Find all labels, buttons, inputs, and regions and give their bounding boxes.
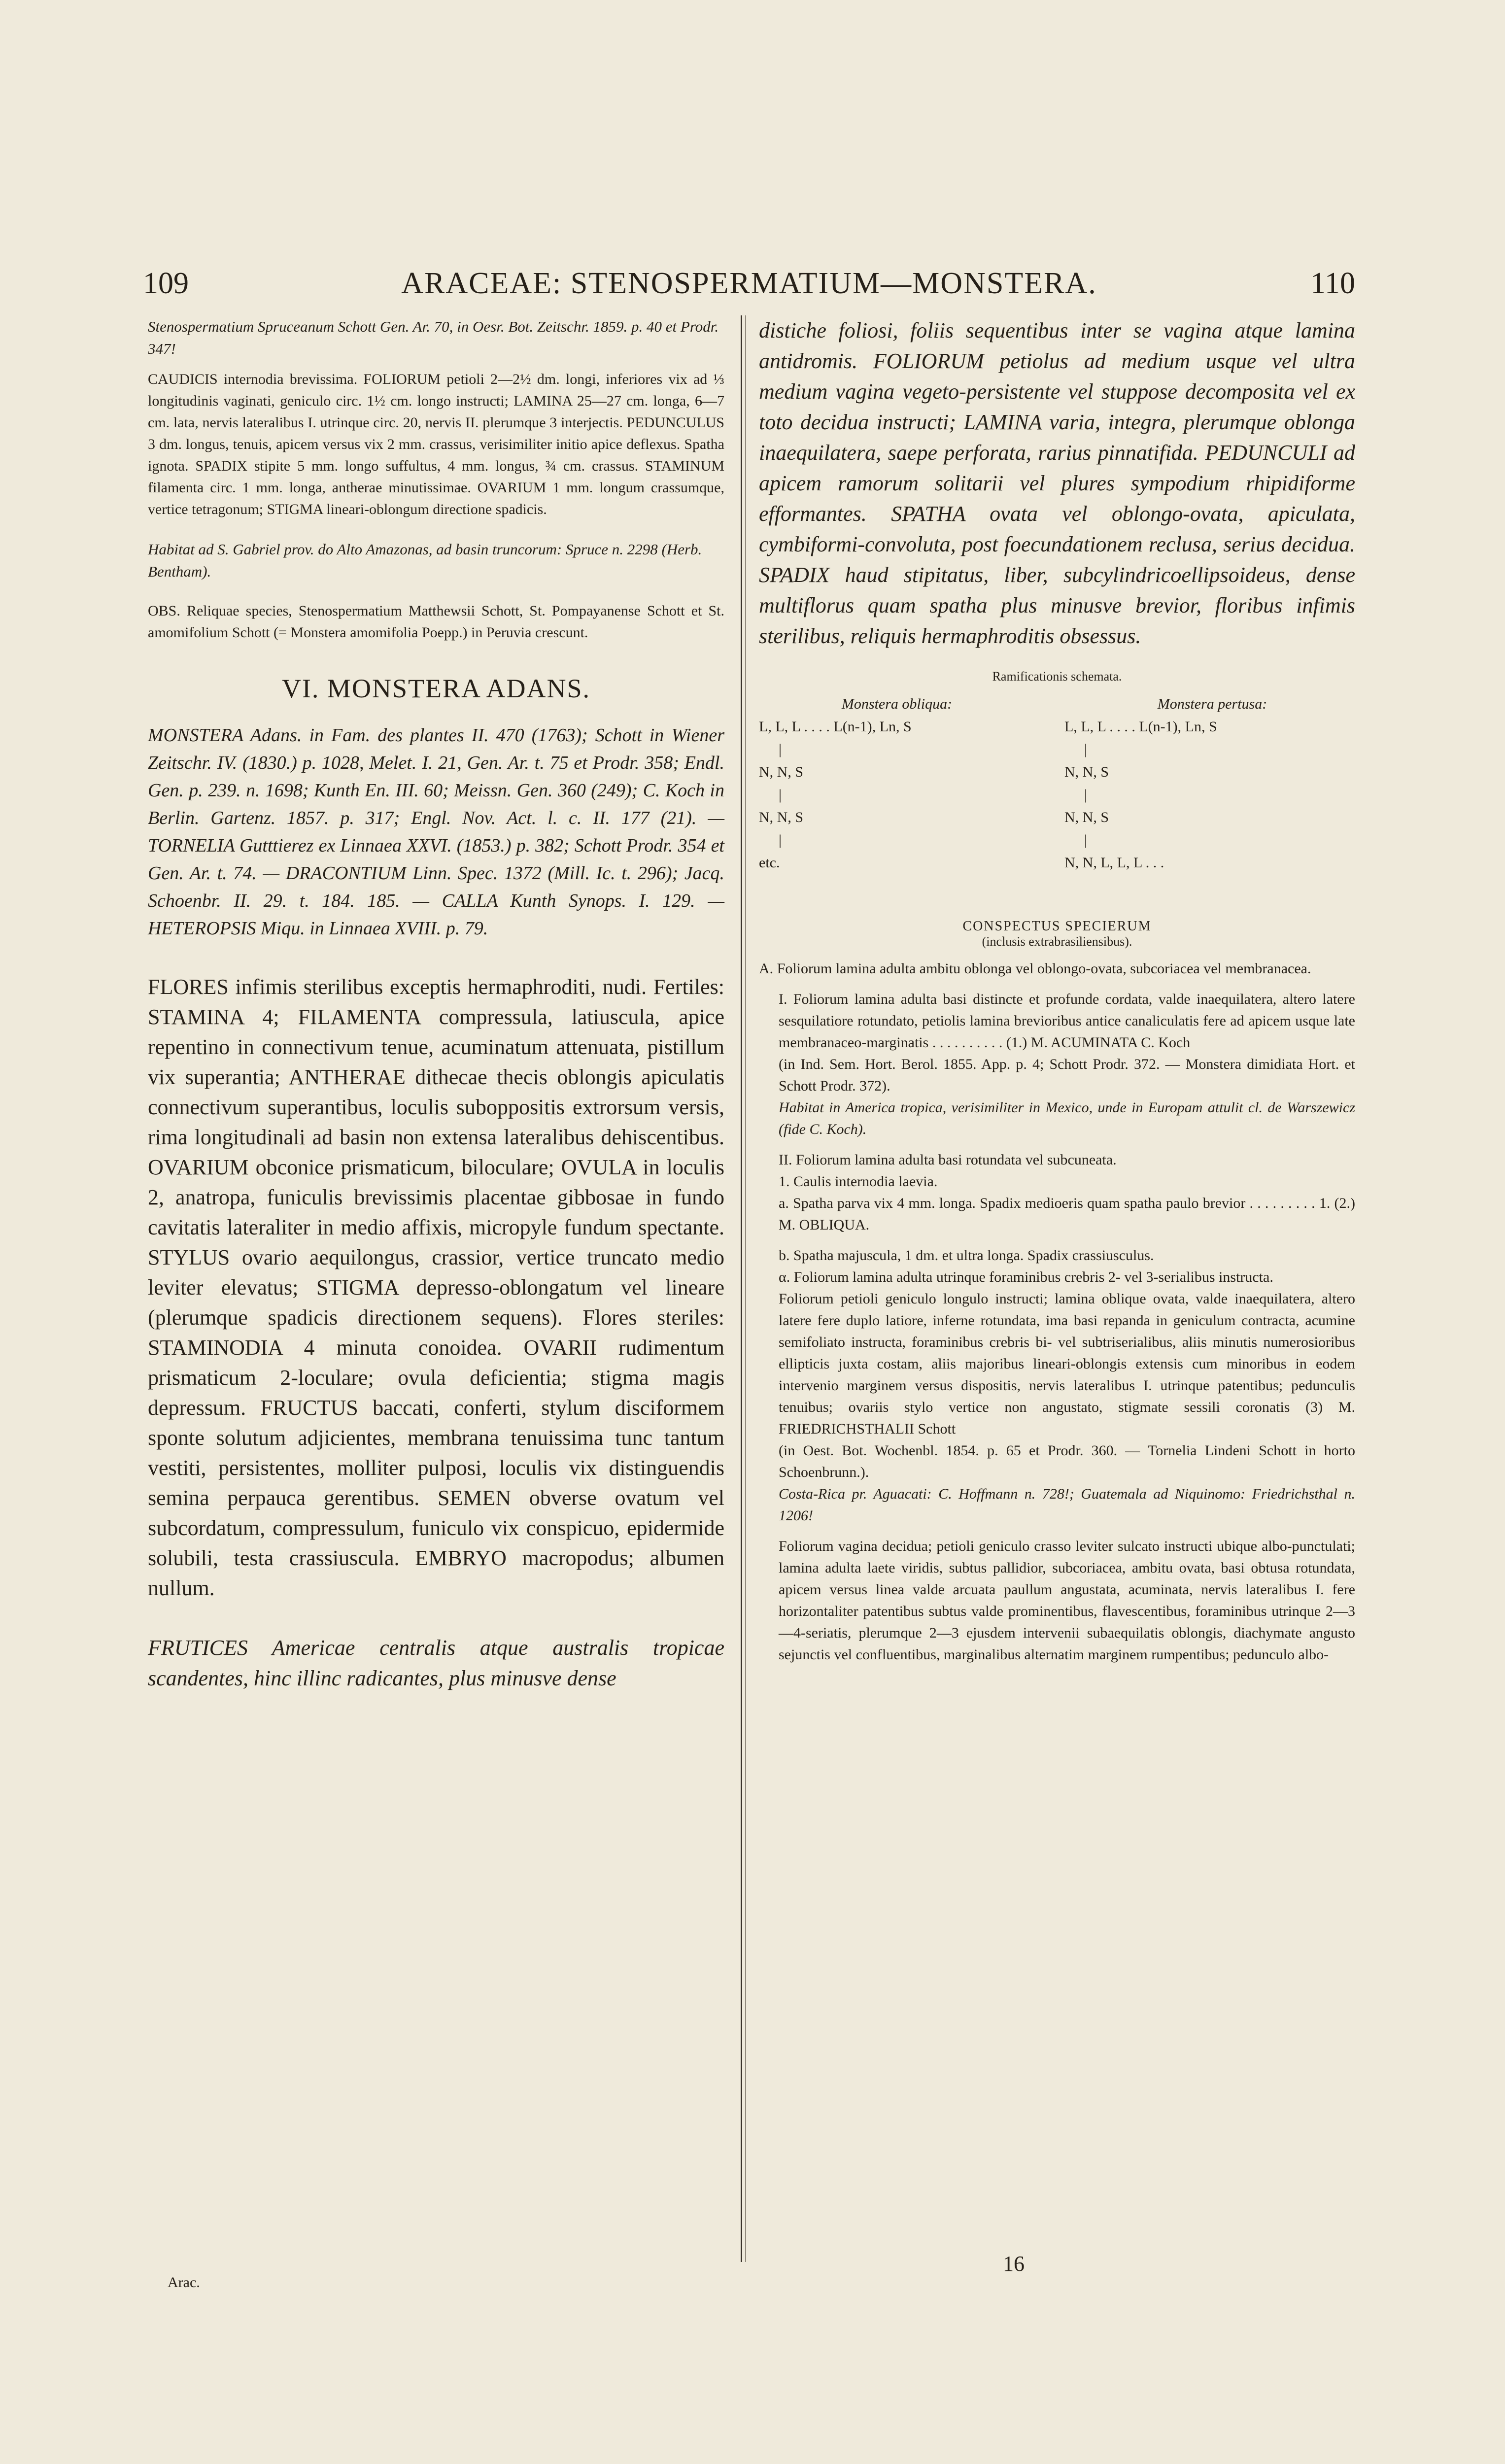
key-entry: I. Foliorum lamina adulta basi distincte et profunde cordata, valde inaequilatera, altero latere sesquilatiore rotundato, petiolis lamina brevioribus antice canaliculatis fere ad apicem usque late membranaceo-marginatis . . . . . . . . . . (1.) M. ACUMINATA C. Koch xyxy=(779,991,1355,1051)
left-column xyxy=(148,315,724,1694)
scheme-line: N, N, S xyxy=(1064,809,1109,825)
observation-note: OBS. Reliquae species, Stenospermatium Matthewsii Schott, St. Pompayanense Schott et St. amomifolium Schott (= Monstera amomifolia Poepp.) in Peruvia crescunt. xyxy=(148,603,724,641)
key-entry: II. Foliorum lamina adulta basi rotundata vel subcuneata. xyxy=(779,1152,1117,1168)
scheme-pertusa-title: Monstera pertusa: xyxy=(1157,696,1267,712)
conspectus-subtitle: (inclusis extrabrasiliensibus). xyxy=(982,934,1132,949)
ramification-scheme xyxy=(759,693,1355,910)
scheme-line: L, L, L . . . . L(n-1), Ln, S xyxy=(1064,719,1217,735)
right-column xyxy=(759,315,1355,1666)
genus-description: FLORES infimis sterilibus exceptis hermaphroditi, nudi. Fertiles: STAMINA 4; FILAMENTA compressula, latiuscula, apice repentino in connectivum tenue, acuminatum attenuata, pistillum vix superantia; ANTHERAE dithecae thecis oblongis apiculatis connectivum superantibus, loculis suboppositis extrorsum versis, rima longitudinali ad basin non extensa lateralibus dehiscentibus. OVARIUM obconice prismaticum, biloculare; OVULA in loculis 2, anatropa, funiculis brevissimis placentae gibbosae in fundo cavitatis lateraliter in medio affixis, micropyle fundum spectante. STYLUS ovario aequilongus, crassior, vertice truncato medio leviter elevatus; STIGMA depresso-oblongatum vel lineare (plerumque spadicis directionem sequens). Flores steriles: STAMINODIA 4 minuta conoidea. OVARII rudimentum prismaticum 2-loculare; ovula deficientia; stigma magis depressum. FRUCTUS baccati, conferti, stylum disciformem sponte solutum adjicientes, membrana tenuissima tunc tantum vestiti, persistentes, molliter pulposi, loculis vix distinguendis semina perpauca gerentibus. SEMEN obverse ovatum vel subcordatum, compressulum, funiculo vix conspicuo, epidermide solubili, testa crassiuscula. EMBRYO macropodus; albumen nullum. xyxy=(148,975,724,1600)
page-number-left: 109 xyxy=(143,267,189,300)
key-description: Foliorum vagina decidua; petioli geniculo crasso leviter sulcato instructi ubique albo-punctulati; lamina adulta laete viridis, subtus pallidior, subcoriacea, ambitu ovata, basi obtusa rotundata, apicem versus linea valde arcuata paullum angustata, acuminata, nervis lateralibus I. fere horizontaliter patentibus subtus valde prominentibus, flavescentibus, foraminibus utrinque 2—3—4-seriatis, plerumque 2—3 ejusdem intervenii subaequilatis oblongis, diachymate angusto sejunctis vel confluentibus, marginalibus alternatim marginem rumpentibus; pedunculo albo- xyxy=(779,1538,1355,1663)
running-title: ARACEAE: STENOSPERMATIUM—MONSTERA. xyxy=(401,267,1097,300)
scheme-line: N, N, S xyxy=(759,764,804,780)
species-reference: Stenospermatium Spruceanum Schott Gen. Ar. 70, in Oesr. Bot. Zeitschr. 1859. p. 40 et Prodr. 347! xyxy=(148,318,719,357)
frutices-paragraph: FRUTICES Americae centralis atque australis tropicae scandentes, hinc illinc radicantes, plus minusve dense xyxy=(148,1636,724,1690)
key-entry: 1. Caulis internodia laevia. xyxy=(779,1173,938,1190)
scheme-line: etc. xyxy=(759,855,780,871)
scheme-line: N, N, S xyxy=(759,809,804,825)
key-entry: A. Foliorum lamina adulta ambitu oblonga vel oblongo-ovata, subcoriacea vel membranacea. xyxy=(759,960,1311,977)
page-number-right: 110 xyxy=(1310,267,1355,300)
frutices-continuation: distiche foliosi, foliis sequentibus inter se vagina atque lamina antidromis. FOLIORUM petiolus ad medium usque vel ultra medium vagina vegeto-persistente vel stuppose decomposita vel ex toto decidua instructi; LAMINA varia, integra, plerumque oblonga inaequilatera, saepe perforata, rarius pinnatifida. PEDUNCULI ad apicem ramorum solitarii vel plures sympodium rhipidiforme efformantes. SPATHA ovata vel oblongo-ovata, apiculata, cymbiformi-convoluta, post foecundationem reclusa, serius decidua. SPADIX haud stipitatus, liber, subcylindricoellipsoideus, dense multiflorus quam spatha plus minusve brevior, floribus infimis sterilibus, reliquis hermaphroditis obsessus. xyxy=(759,318,1355,648)
key-citation: (in Oest. Bot. Wochenbl. 1854. p. 65 et Prodr. 360. — Tornelia Lindeni Schott in horto Schoenbrunn.). xyxy=(779,1442,1355,1480)
conspectus-title: CONSPECTUS SPECIERUM xyxy=(962,919,1152,934)
ramification-title: Ramificationis schemata. xyxy=(992,669,1122,684)
scheme-line: N, N, L, L, L . . . xyxy=(1064,855,1164,871)
key-habitat: Habitat in America tropica, verisimiliter in Mexico, unde in Europam attulit cl. de Warszewicz (fide C. Koch). xyxy=(779,1099,1355,1137)
sheet-signature: 16 xyxy=(1003,2252,1025,2276)
column-divider xyxy=(741,315,742,2262)
key-entry: a. Spatha parva vix 4 mm. longa. Spadix medioeris quam spatha paulo brevior . . . . . . . . . 1. (2.) M. OBLIQUA. xyxy=(779,1195,1355,1233)
scheme-line: N, N, S xyxy=(1064,764,1109,780)
scheme-line: | xyxy=(779,832,782,848)
key-citation: (in Ind. Sem. Hort. Berol. 1855. App. p. 4; Schott Prodr. 372. — Monstera dimidiata Hort. et Schott Prodr. 372). xyxy=(779,1056,1355,1094)
scheme-line: L, L, L . . . . L(n-1), Ln, S xyxy=(759,719,912,735)
scheme-line: | xyxy=(779,787,782,803)
key-entry: b. Spatha majuscula, 1 dm. et ultra longa. Spadix crassiusculus. xyxy=(779,1247,1154,1264)
page-header xyxy=(143,266,1355,306)
scheme-obliqua xyxy=(759,693,1035,874)
species-habitat: Habitat ad S. Gabriel prov. do Alto Amazonas, ad basin truncorum: Spruce n. 2298 (Herb. Bentham). xyxy=(148,541,702,580)
key-locality: Costa-Rica pr. Aguacati: C. Hoffmann n. 728!; Guatemala ad Niquinomo: Friedrichsthal n. 1206! xyxy=(779,1486,1355,1524)
species-description: CAUDICIS internodia brevissima. FOLIORUM petioli 2—2½ dm. longi, inferiores vix ad ⅓ longitudinis vaginati, geniculo circ. 1½ cm. longo instructi; LAMINA 25—27 cm. longa, 6—7 cm. lata, nervis lateralibus I. utrinque circ. 20, nervis II. plerumque 3 interjectis. PEDUNCULUS 3 dm. longus, tenuis, apicem versus vix 2 mm. crassus, verisimiliter initio apice deflexus. Spatha ignota. SPADIX stipite 5 mm. longo suffultus, 4 mm. longus, ¾ cm. crassus. STAMINUM filamenta circ. 1 mm. longa, antherae minutissimae. OVARIUM 1 mm. longum crassumque, vertice tetragonum; STIGMA lineari-oblongum directione spadicis. xyxy=(148,371,724,517)
key-description: Foliorum petioli geniculo longulo instructi; lamina oblique ovata, valde inaequilatera, altero latere fere duplo latiore, inferne rotundata, ima basi repanda in geniculum contracta, acumine semifoliato instructa, foraminibus crebris bi- vel subtriserialibus, aliis minutis numerosioribus ellipticis juxta costam, aliis majoribus lineari-oblongis extensis cum minoribus in eodem intervenio marginem versus dispositis, nervis lateralibus I. utrinque patentibus; pedunculis tenuibus; ovariis stylo vertice non angustato, stigmate sessili coronatis (3) M. FRIEDRICHSTHALII Schott xyxy=(779,1291,1355,1437)
column-divider-thin xyxy=(745,315,746,2262)
signature-mark: Arac. xyxy=(168,2274,200,2291)
scheme-obliqua-title: Monstera obliqua: xyxy=(841,696,953,712)
scheme-line: | xyxy=(1084,787,1088,803)
genus-synonymy: MONSTERA Adans. in Fam. des plantes II. 470 (1763); Schott in Wiener Zeitschr. IV. (1830.) p. 1028, Melet. I. 21, Gen. Ar. t. 75 et Prodr. 358; Endl. Gen. p. 239. n. 1698; Kunth En. III. 60; Meissn. Gen. 360 (249); C. Koch in Berlin. Gartenz. 1857. p. 317; Engl. Nov. Act. l. c. II. 177 (21). — TORNELIA Gutttierez ex Linnaea XXVI. (1853.) p. 382; Schott Prodr. 354 et Gen. Ar. t. 74. — DRACONTIUM Linn. Spec. 1372 (Mill. Ic. t. 296); Jacq. Schoenbr. II. 29. t. 184. 185. — CALLA Kunth Synops. I. 129. — HETEROPSIS Miqu. in Linnaea XVIII. p. 79. xyxy=(148,725,724,939)
scheme-line: | xyxy=(1084,741,1088,757)
key-entry: α. Foliorum lamina adulta utrinque foraminibus crebris 2- vel 3-serialibus instructa. xyxy=(779,1269,1273,1285)
scheme-line: | xyxy=(779,741,782,757)
genus-heading: VI. MONSTERA ADANS. xyxy=(281,674,591,703)
scheme-pertusa xyxy=(1064,693,1360,874)
scheme-line: | xyxy=(1084,832,1088,848)
